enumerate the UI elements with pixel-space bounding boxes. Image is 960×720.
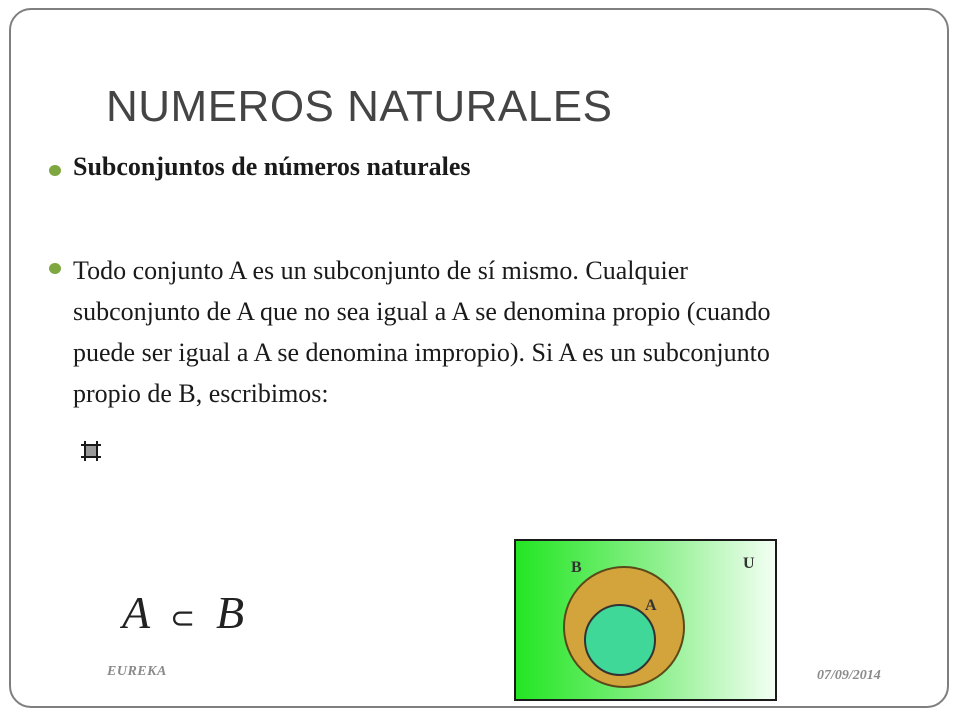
bullet-body-line: puede ser igual a A se denomina impropio). Si A es un subconjunto (73, 338, 770, 367)
set-b-label: B (571, 559, 582, 576)
bullet-body-line: subconjunto de A que no sea igual a A se denomina propio (cuando (73, 297, 771, 326)
formula-right: B (216, 587, 245, 638)
slide-title: NUMEROS NATURALES (106, 82, 613, 131)
bullet-body (73, 250, 923, 414)
footer-date: 07/09/2014 (817, 668, 881, 683)
bullet-body-line: propio de B, escribimos: (73, 379, 329, 408)
broken-object-icon (80, 440, 102, 462)
bullet-marker (49, 165, 61, 176)
bullet-body-line: Todo conjunto A es un subconjunto de sí mismo. Cualquier (73, 256, 688, 285)
formula-left: A (122, 587, 151, 638)
subset-symbol: ⊂ (170, 601, 196, 636)
subset-formula (120, 586, 260, 638)
universe-label: U (743, 555, 755, 572)
footer-label: EUREKA (107, 664, 167, 679)
bullet-heading: Subconjuntos de números naturales (73, 152, 471, 181)
venn-diagram (514, 539, 777, 701)
set-a-label: A (645, 597, 657, 614)
set-a (585, 605, 655, 675)
bullet-marker (49, 263, 61, 274)
